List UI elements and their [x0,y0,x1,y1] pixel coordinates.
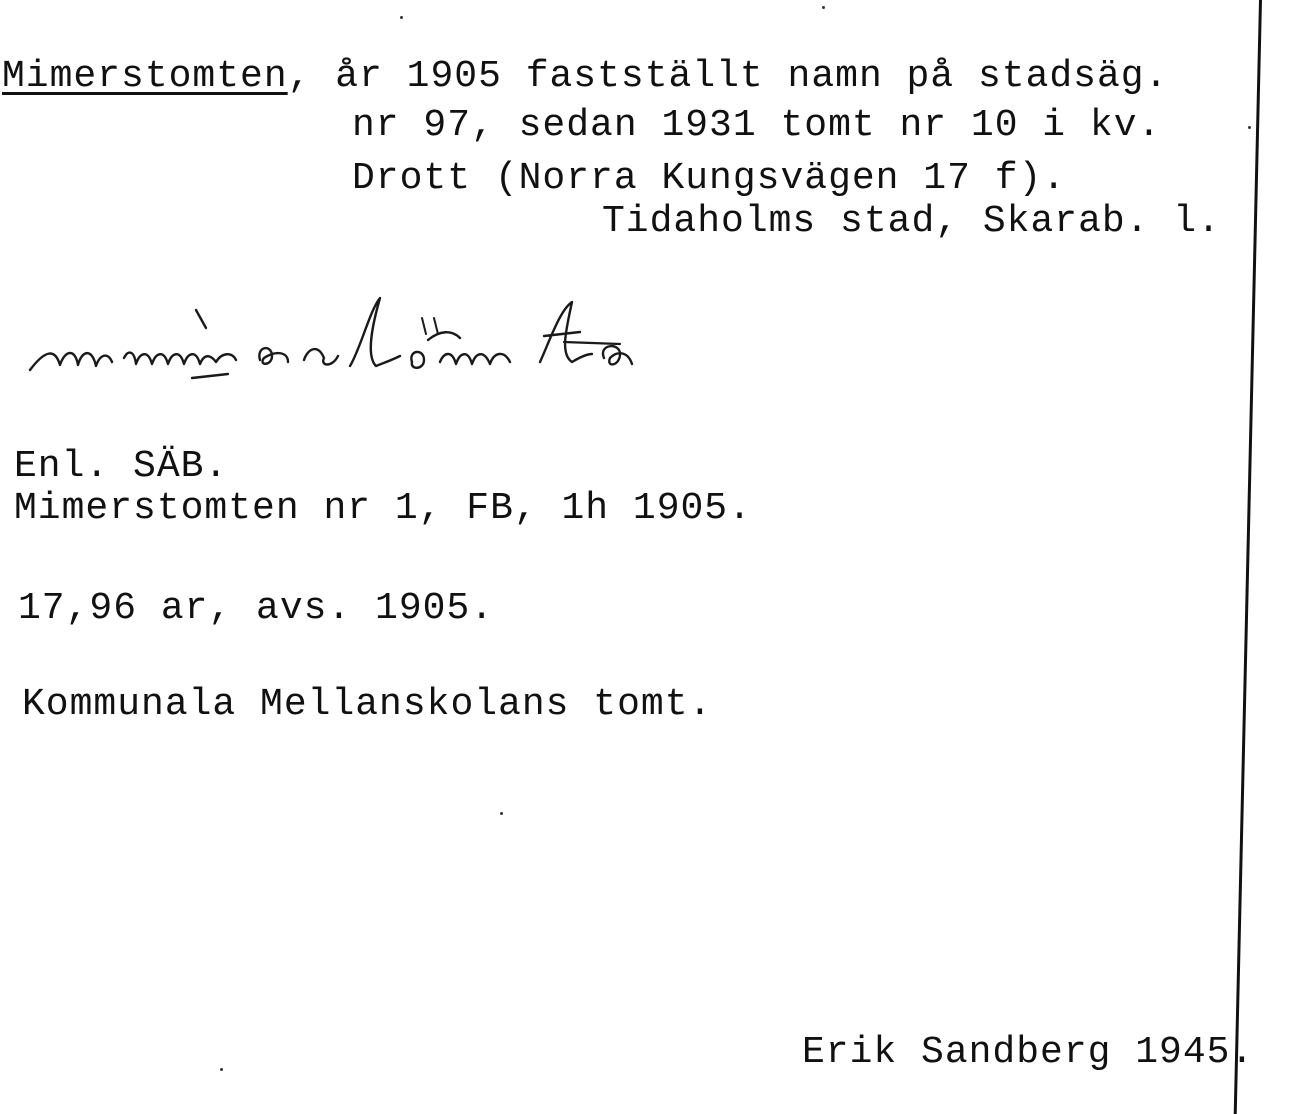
speck [220,1068,223,1071]
note-line: Kommunala Mellanskolans tomt. [22,683,713,726]
handwritten-pronunciation [20,270,780,410]
speck [822,6,825,9]
speck [1248,126,1251,129]
entry-line-3: Drott (Norra Kungsvägen 17 f). [352,157,1067,200]
headword: Mimerstomten [2,55,288,98]
speck [500,812,503,815]
entry-line-1: , år 1905 fastställt namn på stadsäg. [287,55,1169,98]
source-line-2: Mimerstomten nr 1, FB, 1h 1905. [14,487,752,530]
pronunciation-text: mimmerstömmta [20,270,28,271]
area-line: 17,96 ar, avs. 1905. [18,587,495,630]
entry-first-line [2,55,1169,98]
location-line: Tidaholms stad, Skarab. l. [602,200,1221,243]
signature-line: Erik Sandberg 1945. [802,1031,1255,1074]
source-line-1: Enl. SÄB. [14,445,229,488]
entry-line-2: nr 97, sedan 1931 tomt nr 10 i kv. [352,104,1162,147]
card-edge-line [1234,0,1262,1114]
speck [400,16,403,19]
